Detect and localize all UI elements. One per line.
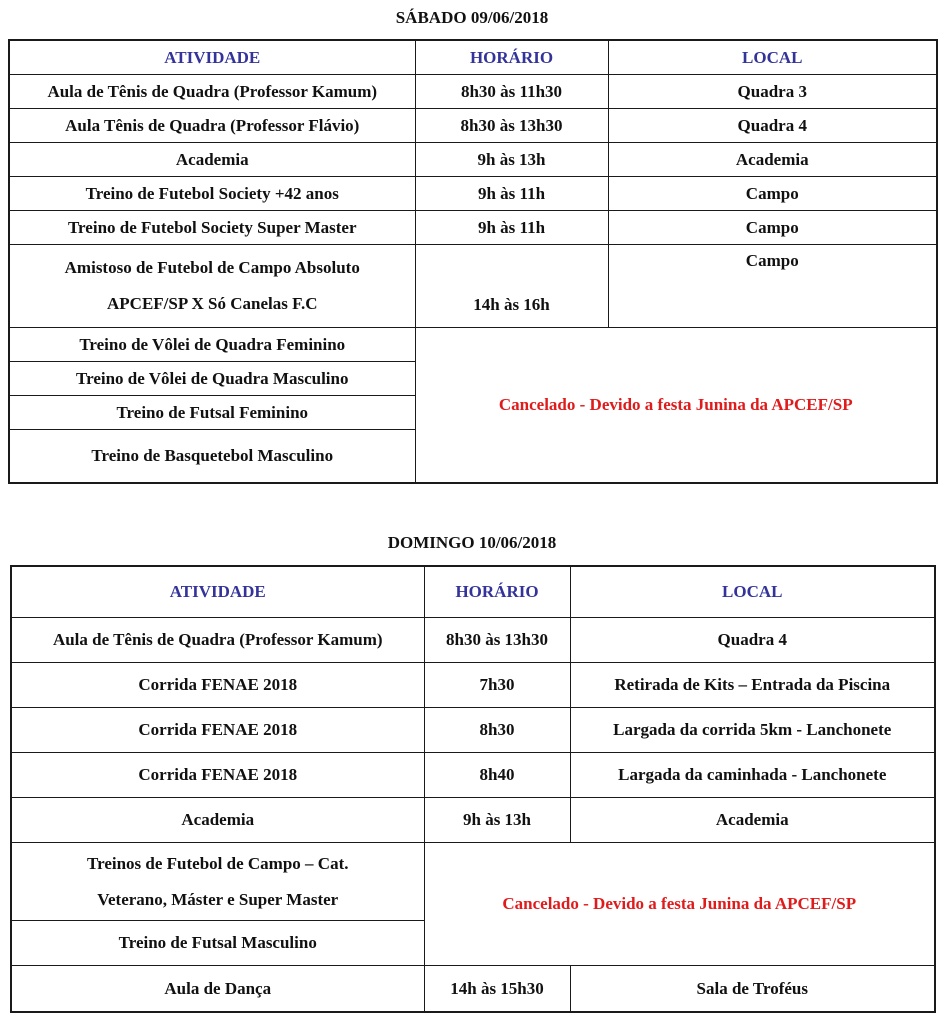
activity-cell: Treino de Futsal Feminino xyxy=(9,396,415,430)
time-cell: 7h30 xyxy=(424,663,570,708)
time-cell: 8h30 às 13h30 xyxy=(415,109,608,143)
activity-cell: Aula de Tênis de Quadra (Professor Kamum) xyxy=(11,618,424,663)
activity-cell: Treino de Basquetebol Masculino xyxy=(9,430,415,484)
location-cell: Largada da corrida 5km - Lanchonete xyxy=(570,708,935,753)
activity-line-2: Veterano, Máster e Super Master xyxy=(97,889,339,909)
activity-cell: Treino de Vôlei de Quadra Feminino xyxy=(9,328,415,362)
time-cell: 9h às 13h xyxy=(424,798,570,843)
activity-cell xyxy=(11,843,424,921)
location-cell: Sala de Troféus xyxy=(570,966,935,1013)
activity-line-2: APCEF/SP X Só Canelas F.C xyxy=(107,294,318,313)
activity-cell: Treino de Futebol Society +42 anos xyxy=(9,177,415,211)
time-cell: 14h às 15h30 xyxy=(424,966,570,1013)
table-row xyxy=(11,966,935,1013)
table-row xyxy=(9,245,937,328)
table-row xyxy=(9,109,937,143)
activity-cell: Treino de Vôlei de Quadra Masculino xyxy=(9,362,415,396)
activity-cell: Corrida FENAE 2018 xyxy=(11,708,424,753)
activity-cell: Aula de Tênis de Quadra (Professor Kamum) xyxy=(9,75,415,109)
location-cell: Academia xyxy=(570,798,935,843)
header-activity: ATIVIDADE xyxy=(11,566,424,618)
activity-cell: Corrida FENAE 2018 xyxy=(11,663,424,708)
header-time: HORÁRIO xyxy=(415,40,608,75)
table-row-cancelled xyxy=(9,328,937,362)
activity-line-1: Treinos de Futebol de Campo – Cat. xyxy=(87,853,349,873)
table-row xyxy=(9,211,937,245)
activity-cell: Academia xyxy=(11,798,424,843)
time-cell: 8h30 xyxy=(424,708,570,753)
table-row xyxy=(11,708,935,753)
location-cell: Campo xyxy=(608,245,937,328)
location-cell: Largada da caminhada - Lanchonete xyxy=(570,753,935,798)
table-row xyxy=(9,177,937,211)
location-cell: Quadra 4 xyxy=(570,618,935,663)
time-cell: 9h às 11h xyxy=(415,177,608,211)
location-cell: Campo xyxy=(608,177,937,211)
activity-cell: Treino de Futebol Society Super Master xyxy=(9,211,415,245)
time-cell: 8h30 às 13h30 xyxy=(424,618,570,663)
saturday-schedule-table xyxy=(8,39,938,484)
time-cell: 8h40 xyxy=(424,753,570,798)
saturday-title: SÁBADO 09/06/2018 xyxy=(395,8,549,27)
activity-cell: Corrida FENAE 2018 xyxy=(11,753,424,798)
activity-line-1: Amistoso de Futebol de Campo Absoluto xyxy=(64,258,360,277)
cancelled-note: Cancelado - Devido a festa Junina da APCEF/SP xyxy=(424,843,935,966)
table-row xyxy=(11,753,935,798)
location-cell: Quadra 3 xyxy=(608,75,937,109)
location-cell: Quadra 4 xyxy=(608,109,937,143)
activity-cell: Aula Tênis de Quadra (Professor Flávio) xyxy=(9,109,415,143)
table-row-cancelled xyxy=(11,843,935,921)
activity-cell: Aula de Dança xyxy=(11,966,424,1013)
header-location: LOCAL xyxy=(608,40,937,75)
table-row xyxy=(11,798,935,843)
table-row xyxy=(9,143,937,177)
location-cell: Academia xyxy=(608,143,937,177)
sunday-title: DOMINGO 10/06/2018 xyxy=(387,533,557,552)
time-cell: 8h30 às 11h30 xyxy=(415,75,608,109)
time-cell: 14h às 16h xyxy=(415,245,608,328)
table-row xyxy=(11,618,935,663)
activity-cell: Academia xyxy=(9,143,415,177)
location-cell: Retirada de Kits – Entrada da Piscina xyxy=(570,663,935,708)
table-row xyxy=(9,75,937,109)
sunday-schedule-table xyxy=(10,565,936,1013)
header-time: HORÁRIO xyxy=(424,566,570,618)
time-cell: 9h às 11h xyxy=(415,211,608,245)
table-row xyxy=(11,663,935,708)
table-header-row xyxy=(9,40,937,75)
activity-cell: Treino de Futsal Masculino xyxy=(11,921,424,966)
header-activity: ATIVIDADE xyxy=(9,40,415,75)
header-location: LOCAL xyxy=(570,566,935,618)
cancelled-note: Cancelado - Devido a festa Junina da APCEF/SP xyxy=(415,328,937,484)
activity-cell xyxy=(9,245,415,328)
table-header-row xyxy=(11,566,935,618)
location-cell: Campo xyxy=(608,211,937,245)
time-cell: 9h às 13h xyxy=(415,143,608,177)
